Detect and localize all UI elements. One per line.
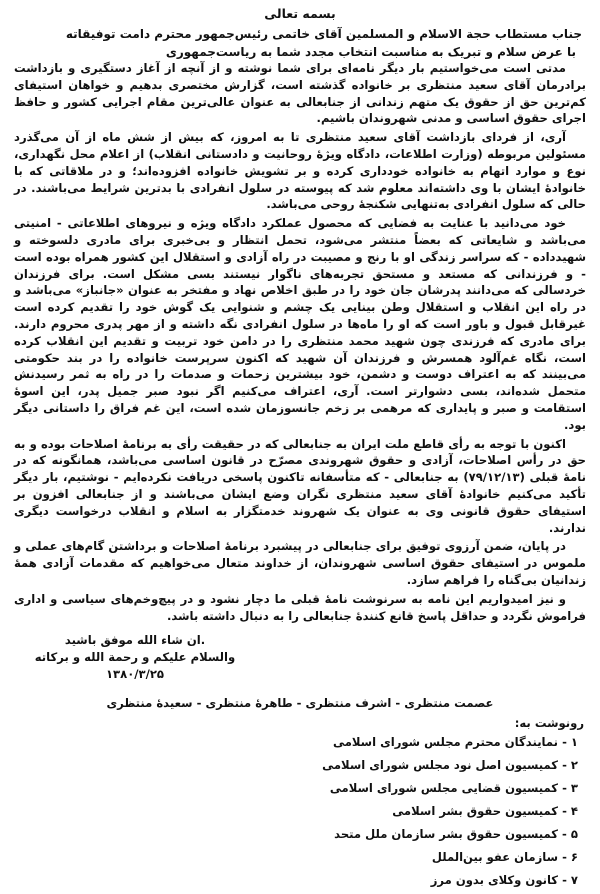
closing-block [20, 632, 250, 683]
cc-item: ۶ - سازمان عفو بین‌الملل [431, 850, 578, 864]
paragraph-1: مدتی است می‌خواستیم بار دیگر نامه‌ای برای شما نوشته و از آنچه از آغاز دستگیری و بازداشت برادرمان آقای سعید منتظری بر خانواده گذشته است، گزارش مختصری بدهیم و خواهان استیفای کم‌ترین حق از حقوق یک متهم زندانی از جنابعالی به عنوان عالی‌ترین مقام اجرایی کشور و حافظ اجرای حقوق اساسی و مدنی شهروندان باشیم. [14, 61, 586, 126]
cc-item: ۵ - کمیسیون حقوق بشر سازمان ملل متحد [334, 827, 578, 841]
heading: بسمه تعالی [264, 6, 336, 21]
signers-line: عصمت منتظری - اشرف منتظری - طاهرهٔ منتظری - سعیدهٔ منتظری [106, 696, 494, 710]
paragraph-5: در پایان، ضمن آرزوی توفیق برای جنابعالی در پیشبرد برنامهٔ اصلاحات و برداشتن گام‌های عملی و ملموس در استیفای حقوق اساسی شهروندان، از خداوند متعال می‌خواهیم که مقدمات آزادی همهٔ زندانیان بی‌گناه را فراهم سازد. [14, 539, 586, 587]
greeting-line: با عرض سلام و تبریک به مناسبت انتخاب مجدد شما به ریاست‌جمهوری [165, 45, 576, 59]
cc-item: ۷ - کانون وکلای بدون مرز [430, 873, 578, 887]
paragraph-4: اکنون با توجه به رأی قاطع ملت ایران به جنابعالی که در حقیقت رأی به برنامهٔ اصلاحات بوده و به حق در رأس اصلاحات، آزادی و حقوق شهروندی مصرّح در قانون اساسی می‌باشد، همانگونه که در نامهٔ قبلی (۷۹/۱۲/۱۳) به جنابعالی - که متأسفانه تاکنون پاسخی دریافت نکرده‌ایم - نوشتیم، بار دیگر تأکید می‌کنیم خانوادهٔ آقای سعید منتظری نگران وضع ایشان می‌باشند و از جنابعالی افزون بر استیفای حقوق قانونی وی به عنوان یک شهروند خدمتگزار به اسلام و انقلاب درخواست دیگری ندارند. [14, 436, 587, 535]
cc-item: ۱ - نمایندگان محترم مجلس شورای اسلامی [332, 735, 578, 749]
cc-item: ۳ - کمیسیون قضایی مجلس شورای اسلامی [329, 781, 578, 795]
closing-wish: ان شاء الله موفق باشید. [64, 633, 206, 647]
paragraph-3: خود می‌دانید با عنایت به فضایی که محصول عملکرد دادگاه ویژه و نیروهای اطلاعاتی - امنیتی می‌باشد و شایعاتی که بعضاً منتشر می‌شود، تحمل انتظار و بی‌خبری برای مادری دلسوخته و شهیدداده - که سراسر زندگی او با رنج و مصیبت در راه آزادی و استقلال این کشور همراه بوده است - و فرزندانی که مستعد و مستحق تجربه‌های ناگوار نیستند بسی مشکل است. برای فرزندان خردسالی که می‌دانند پدرشان جان خود را در طبق اخلاص نهاد و مفتخر به عنوان «جانباز» می‌باشد و در راه این انقلاب و استقلال وطن بینایی یک چشم و شنوایی یک گوش خود را تقدیم کرده است غیرقابل قبول و باور است که او را ماه‌ها در سلول انفرادی نگه داشته و از مهر پدری محروم دارند. برای مادری که فرزندی چون شهید محمد منتظری را در دامن خود تربیت و تقدیم این انقلاب کرده است، نگاه غم‌آلود همسرش و فرزندان آن شهید که اکنون سرپرست خانواده را در بند حکومتی می‌بینند که به اعتراف دوست و دشمن، خود بیشترین زحمات و صدمات را در راه به ثمر رسیدنش متحمل شده‌اند، بسی دشوارتر است. آری، اعتراف می‌کنیم اگر نبود صبر جمیل پدر، این اسوهٔ استقامت و صبر و پایداری که مرهمی بر زخم جانسوزمان شده است، این غم فراق را داستانی دیگر بود. [14, 216, 586, 432]
paragraph-6: و نیز امیدواریم این نامه به سرنوشت نامهٔ قبلی ما دچار نشود و در پیچ‌وخم‌های سیاسی و اداری فراموش نگردد و حداقل پاسخ قانع کنندهٔ جنابعالی را به دنبال داشته باشد. [14, 591, 586, 623]
cc-list [278, 731, 578, 892]
addressee-line: جناب مستطاب حجة الاسلام و المسلمین آقای خاتمی رئیس‌جمهور محترم دامت توفیقاته [65, 27, 582, 41]
paragraph-2: آری، از فردای بازداشت آقای سعید منتظری تا به امروز، که بیش از شش ماه از آن می‌گذرد مسئولین مربوطه (وزارت اطلاعات، دادگاه ویژهٔ روحانیت و دادستانی انقلاب) از اعلام محل نگهداری، نوع و موارد اتهام به خانواده خودداری کرده و بر تشویش خانواده افزوده‌اند؛ و در ملاقاتی که با خانوادهٔ ایشان با وی داشته‌اند معلوم شد که پیوسته در سلول انفرادی با بدترین شرایط می‌باشند. در حالی که سلول انفرادی به‌تنهایی شکنجهٔ روحی می‌باشد. [14, 130, 586, 212]
cc-title: رونوشت به: [514, 716, 584, 730]
cc-item: ۲ - کمیسیون اصل نود مجلس شورای اسلامی [322, 758, 578, 772]
cc-item: ۴ - کمیسیون حقوق بشر اسلامی [392, 804, 578, 818]
closing-salutation: والسلام علیکم و رحمة الله و برکاته [34, 650, 236, 664]
letter-date: ۱۳۸۰/۳/۲۵ [105, 667, 164, 681]
